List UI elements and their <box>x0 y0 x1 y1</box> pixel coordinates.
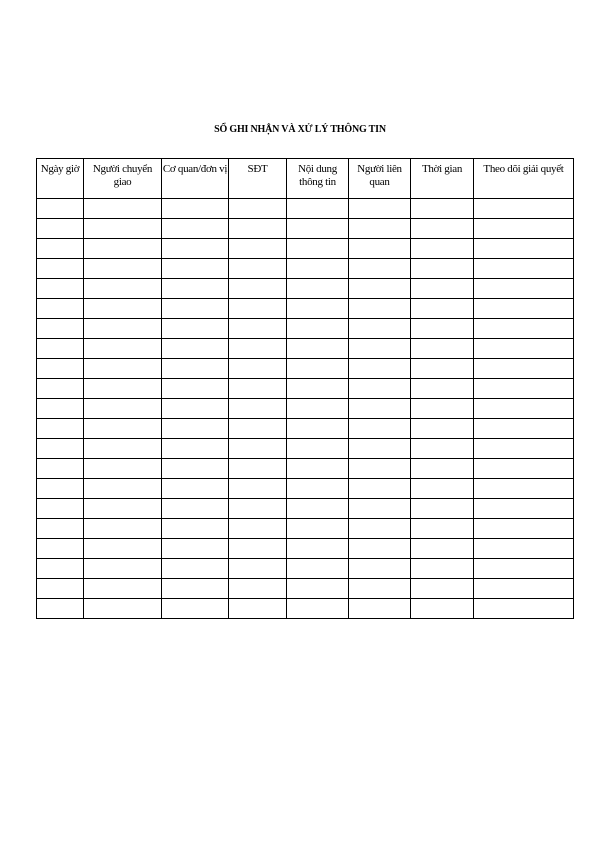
table-cell <box>287 499 349 519</box>
table-cell <box>229 319 287 339</box>
table-cell <box>37 379 84 399</box>
table-cell <box>411 199 474 219</box>
table-cell <box>349 539 411 559</box>
column-header-theo-doi-giai-quyet: Theo dõi giải quyết <box>474 159 574 199</box>
table-cell <box>162 439 229 459</box>
table-cell <box>474 239 574 259</box>
table-cell <box>37 339 84 359</box>
table-row <box>37 199 574 219</box>
table-cell <box>37 299 84 319</box>
table-cell <box>84 379 162 399</box>
table-cell <box>84 579 162 599</box>
table-cell <box>162 219 229 239</box>
table-cell <box>287 399 349 419</box>
table-cell <box>229 359 287 379</box>
table-cell <box>229 379 287 399</box>
table-cell <box>287 419 349 439</box>
table-cell <box>411 219 474 239</box>
table-cell <box>229 279 287 299</box>
column-header-nguoi-lien-quan: Người liên quan <box>349 159 411 199</box>
table-cell <box>474 459 574 479</box>
table-cell <box>37 279 84 299</box>
table-cell <box>474 299 574 319</box>
table-row <box>37 579 574 599</box>
table-cell <box>287 599 349 619</box>
table-cell <box>287 259 349 279</box>
table-cell <box>349 279 411 299</box>
table-cell <box>287 379 349 399</box>
table-cell <box>349 339 411 359</box>
table-cell <box>84 539 162 559</box>
column-header-co-quan-don-vi: Cơ quan/đơn vị <box>162 159 229 199</box>
table-cell <box>162 499 229 519</box>
table-cell <box>84 199 162 219</box>
table-cell <box>229 579 287 599</box>
table-row <box>37 559 574 579</box>
table-cell <box>229 459 287 479</box>
table-cell <box>411 399 474 419</box>
table-cell <box>162 479 229 499</box>
table-cell <box>287 439 349 459</box>
table-cell <box>411 459 474 479</box>
table-cell <box>84 499 162 519</box>
table-cell <box>411 519 474 539</box>
table-cell <box>287 539 349 559</box>
table-cell <box>84 339 162 359</box>
table-cell <box>349 579 411 599</box>
table-cell <box>37 459 84 479</box>
table-cell <box>162 319 229 339</box>
page-title: SỔ GHI NHẬN VÀ XỬ LÝ THÔNG TIN <box>214 124 386 135</box>
table-cell <box>287 279 349 299</box>
table-cell <box>474 379 574 399</box>
table-cell <box>162 339 229 359</box>
table-cell <box>162 239 229 259</box>
table-cell <box>229 259 287 279</box>
table-row <box>37 439 574 459</box>
table-cell <box>474 399 574 419</box>
table-row <box>37 339 574 359</box>
table-cell <box>287 219 349 239</box>
table-cell <box>349 259 411 279</box>
table-cell <box>287 359 349 379</box>
table-cell <box>474 499 574 519</box>
table-cell <box>349 439 411 459</box>
table-cell <box>37 259 84 279</box>
column-header-noi-dung-thong-tin: Nội dung thông tin <box>287 159 349 199</box>
table-cell <box>84 479 162 499</box>
table-cell <box>349 519 411 539</box>
table-row <box>37 259 574 279</box>
table-cell <box>349 299 411 319</box>
table-cell <box>411 479 474 499</box>
table-cell <box>37 419 84 439</box>
table-cell <box>229 299 287 319</box>
table-cell <box>474 279 574 299</box>
table-cell <box>37 199 84 219</box>
table-cell <box>411 439 474 459</box>
table-cell <box>37 399 84 419</box>
table-cell <box>349 479 411 499</box>
table-row <box>37 499 574 519</box>
table-cell <box>84 279 162 299</box>
table-cell <box>162 519 229 539</box>
table-cell <box>411 299 474 319</box>
table-cell <box>37 359 84 379</box>
table-cell <box>162 399 229 419</box>
table-cell <box>229 539 287 559</box>
table-cell <box>349 399 411 419</box>
table-cell <box>162 559 229 579</box>
table-cell <box>229 219 287 239</box>
table-cell <box>474 479 574 499</box>
table-cell <box>37 599 84 619</box>
table-cell <box>411 239 474 259</box>
table-cell <box>84 459 162 479</box>
table-row <box>37 459 574 479</box>
table-cell <box>287 299 349 319</box>
table-body <box>37 199 574 619</box>
table-row <box>37 539 574 559</box>
table-cell <box>474 319 574 339</box>
table-cell <box>229 519 287 539</box>
table-cell <box>37 559 84 579</box>
table-cell <box>411 379 474 399</box>
table-row <box>37 399 574 419</box>
table-cell <box>84 319 162 339</box>
table-cell <box>37 239 84 259</box>
table-cell <box>162 459 229 479</box>
table-cell <box>287 339 349 359</box>
table-cell <box>37 539 84 559</box>
table-cell <box>37 479 84 499</box>
table-row <box>37 479 574 499</box>
table-cell <box>287 519 349 539</box>
table-cell <box>474 519 574 539</box>
table-cell <box>349 319 411 339</box>
table-cell <box>349 219 411 239</box>
table-cell <box>84 419 162 439</box>
table-cell <box>287 479 349 499</box>
table-cell <box>229 239 287 259</box>
table-cell <box>349 499 411 519</box>
table-row <box>37 419 574 439</box>
table-cell <box>229 339 287 359</box>
table-cell <box>84 359 162 379</box>
table-cell <box>349 359 411 379</box>
table-cell <box>229 439 287 459</box>
table-cell <box>162 599 229 619</box>
table-cell <box>474 439 574 459</box>
table-cell <box>229 499 287 519</box>
table-cell <box>84 239 162 259</box>
table-cell <box>84 439 162 459</box>
table-cell <box>349 559 411 579</box>
table-cell <box>37 519 84 539</box>
table-cell <box>37 439 84 459</box>
table-cell <box>84 519 162 539</box>
table-cell <box>411 339 474 359</box>
column-header-ngay-gio: Ngày giờ <box>37 159 84 199</box>
table-cell <box>287 559 349 579</box>
table-cell <box>349 419 411 439</box>
table-cell <box>229 599 287 619</box>
table-cell <box>229 559 287 579</box>
table-cell <box>411 599 474 619</box>
table-row <box>37 519 574 539</box>
table-cell <box>287 319 349 339</box>
table-cell <box>349 379 411 399</box>
table-cell <box>349 459 411 479</box>
table-row <box>37 599 574 619</box>
table-cell <box>162 259 229 279</box>
table-cell <box>411 259 474 279</box>
table-cell <box>37 579 84 599</box>
table-cell <box>162 359 229 379</box>
table-row <box>37 299 574 319</box>
table-cell <box>162 579 229 599</box>
table-cell <box>84 559 162 579</box>
table-cell <box>411 419 474 439</box>
table-cell <box>411 279 474 299</box>
table-cell <box>349 199 411 219</box>
table-cell <box>411 579 474 599</box>
table-cell <box>84 259 162 279</box>
table-cell <box>474 579 574 599</box>
table-cell <box>474 419 574 439</box>
table-cell <box>162 299 229 319</box>
table-row <box>37 279 574 299</box>
table-cell <box>474 199 574 219</box>
column-header-thoi-gian: Thời gian <box>411 159 474 199</box>
table-cell <box>162 279 229 299</box>
table-cell <box>287 239 349 259</box>
table-cell <box>229 479 287 499</box>
table-cell <box>287 459 349 479</box>
table-cell <box>474 359 574 379</box>
table-cell <box>229 399 287 419</box>
table-cell <box>411 499 474 519</box>
column-header-nguoi-chuyen-giao: Người chuyển giao <box>84 159 162 199</box>
table-row <box>37 319 574 339</box>
table-cell <box>84 299 162 319</box>
table-cell <box>474 219 574 239</box>
table-cell <box>84 599 162 619</box>
table-cell <box>411 559 474 579</box>
table-cell <box>287 579 349 599</box>
table-cell <box>411 359 474 379</box>
table-cell <box>162 379 229 399</box>
table-row <box>37 219 574 239</box>
table-cell <box>84 219 162 239</box>
table-cell <box>287 199 349 219</box>
table-cell <box>229 419 287 439</box>
table-cell <box>474 539 574 559</box>
table-cell <box>411 319 474 339</box>
table-cell <box>474 559 574 579</box>
table-row <box>37 359 574 379</box>
table-cell <box>84 399 162 419</box>
table-cell <box>37 219 84 239</box>
column-header-sdt: SĐT <box>229 159 287 199</box>
table-cell <box>474 259 574 279</box>
table-cell <box>411 539 474 559</box>
table-header-row <box>37 159 574 199</box>
table-row <box>37 379 574 399</box>
table-cell <box>229 199 287 219</box>
table-cell <box>37 499 84 519</box>
table-cell <box>474 339 574 359</box>
table-cell <box>474 599 574 619</box>
table-cell <box>349 239 411 259</box>
table-cell <box>162 539 229 559</box>
table-cell <box>162 419 229 439</box>
table-cell <box>162 199 229 219</box>
table-row <box>37 239 574 259</box>
table-cell <box>37 319 84 339</box>
table-cell <box>349 599 411 619</box>
log-table <box>36 158 574 619</box>
